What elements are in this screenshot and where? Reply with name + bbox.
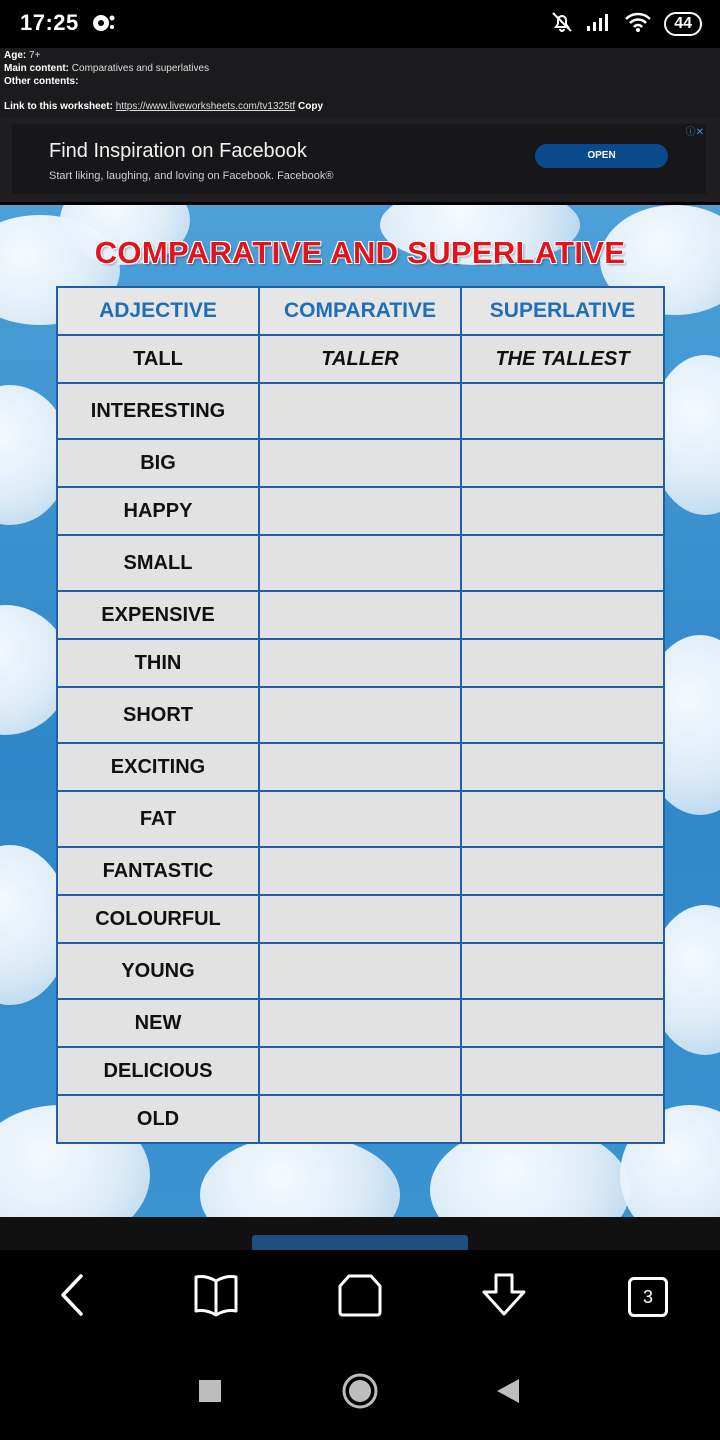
header-adjective: ADJECTIVE [57, 287, 259, 335]
bookmarks-icon [192, 1273, 240, 1322]
comparative-answer-field[interactable] [259, 895, 461, 943]
adjective-cell: COLOURFUL [57, 895, 259, 943]
table-row [57, 999, 664, 1047]
status-icons [550, 10, 702, 38]
back-button[interactable] [44, 1272, 100, 1322]
table-row [57, 1095, 664, 1143]
table-row [57, 743, 664, 791]
ad-card[interactable] [12, 124, 706, 194]
superlative-answer-field[interactable] [461, 943, 664, 999]
comparative-answer-field[interactable] [259, 743, 461, 791]
ad-banner[interactable] [0, 118, 720, 202]
age-label: Age: [4, 50, 27, 61]
comparative-answer-field[interactable] [259, 439, 461, 487]
table-row [57, 487, 664, 535]
superlative-answer-field[interactable] [461, 687, 664, 743]
main-content-line [4, 63, 209, 74]
table-row [57, 847, 664, 895]
download-button[interactable] [476, 1272, 532, 1322]
adjective-cell: INTERESTING [57, 383, 259, 439]
adjective-table [56, 286, 665, 1144]
example-comparative: TALLER [259, 335, 461, 383]
adjective-cell: SMALL [57, 535, 259, 591]
adjective-cell: SHORT [57, 687, 259, 743]
comparative-answer-field[interactable] [259, 591, 461, 639]
table-row [57, 943, 664, 999]
mute-bell-icon [550, 10, 574, 39]
download-icon [480, 1272, 528, 1323]
table-row [57, 791, 664, 847]
comparative-answer-field[interactable] [259, 487, 461, 535]
system-home-button[interactable] [338, 1371, 382, 1415]
comparative-answer-field[interactable] [259, 639, 461, 687]
superlative-answer-field[interactable] [461, 639, 664, 687]
table-header-row [57, 287, 664, 335]
system-nav-bar [0, 1345, 720, 1440]
superlative-answer-field[interactable] [461, 439, 664, 487]
adjective-cell: OLD [57, 1095, 259, 1143]
ad-choices-icon[interactable]: ⓘ✕ [685, 127, 704, 138]
example-superlative: THE TALLEST [461, 335, 664, 383]
adjective-cell: NEW [57, 999, 259, 1047]
battery-indicator: 44 [664, 12, 702, 36]
bottom-action-button[interactable] [252, 1235, 468, 1250]
table-row [57, 639, 664, 687]
superlative-answer-field[interactable] [461, 535, 664, 591]
table-row [57, 687, 664, 743]
adjective-cell: BIG [57, 439, 259, 487]
table-row [57, 535, 664, 591]
adjective-cell: EXPENSIVE [57, 591, 259, 639]
notification-app-icon [90, 12, 116, 39]
home-circle-icon [341, 1372, 379, 1415]
tabs-button[interactable] [620, 1272, 676, 1322]
adjective-cell: EXCITING [57, 743, 259, 791]
status-bar [0, 0, 720, 48]
adjective-cell: DELICIOUS [57, 1047, 259, 1095]
worksheet-info [0, 48, 720, 118]
comparative-answer-field[interactable] [259, 1095, 461, 1143]
link-line [4, 101, 323, 112]
superlative-answer-field[interactable] [461, 999, 664, 1047]
header-comparative: COMPARATIVE [259, 287, 461, 335]
comparative-answer-field[interactable] [259, 847, 461, 895]
wifi-icon [624, 11, 652, 38]
page-bottom-strip [0, 1217, 720, 1250]
comparative-answer-field[interactable] [259, 535, 461, 591]
worksheet-link[interactable]: https://www.liveworksheets.com/tv1325tf [115, 101, 296, 112]
ad-title[interactable]: Find Inspiration on Facebook [49, 140, 307, 162]
worksheet [0, 205, 720, 1217]
adjective-cell: HAPPY [57, 487, 259, 535]
adjective-cell: FAT [57, 791, 259, 847]
superlative-answer-field[interactable] [461, 487, 664, 535]
comparative-answer-field[interactable] [259, 1047, 461, 1095]
recents-icon [198, 1379, 222, 1408]
ad-subtitle: Start liking, laughing, and loving on Facebook. Facebook® [49, 170, 334, 182]
table-row [57, 591, 664, 639]
age-line [4, 50, 40, 61]
signal-icon [586, 11, 612, 38]
comparative-answer-field[interactable] [259, 791, 461, 847]
recents-button[interactable] [188, 1371, 232, 1415]
other-contents-label: Other contents: [4, 76, 79, 87]
ad-open-button[interactable]: OPEN [535, 144, 668, 168]
superlative-answer-field[interactable] [461, 591, 664, 639]
table-row [57, 895, 664, 943]
system-back-button[interactable] [486, 1371, 530, 1415]
table-row [57, 439, 664, 487]
example-row [57, 335, 664, 383]
link-label: Link to this worksheet: [4, 101, 113, 112]
example-adjective: TALL [57, 335, 259, 383]
bookmarks-button[interactable] [188, 1272, 244, 1322]
home-button[interactable] [332, 1272, 388, 1322]
comparative-answer-field[interactable] [259, 943, 461, 999]
other-contents-line [4, 76, 78, 87]
back-triangle-icon [495, 1377, 521, 1410]
superlative-answer-field[interactable] [461, 743, 664, 791]
age-value: 7+ [29, 50, 41, 61]
comparative-answer-field[interactable] [259, 383, 461, 439]
adjective-cell: THIN [57, 639, 259, 687]
browser-nav-bar [0, 1250, 720, 1345]
superlative-answer-field[interactable] [461, 895, 664, 943]
comparative-answer-field[interactable] [259, 687, 461, 743]
adjective-cell: FANTASTIC [57, 847, 259, 895]
header-superlative: SUPERLATIVE [461, 287, 664, 335]
comparative-answer-field[interactable] [259, 999, 461, 1047]
cloud [200, 1135, 400, 1217]
table-row [57, 383, 664, 439]
superlative-answer-field[interactable] [461, 847, 664, 895]
worksheet-title: COMPARATIVE AND SUPERLATIVE [94, 235, 626, 270]
superlative-answer-field[interactable] [461, 383, 664, 439]
adjective-cell: YOUNG [57, 943, 259, 999]
main-content-label: Main content: [4, 63, 69, 74]
back-icon [57, 1272, 87, 1323]
table-row [57, 1047, 664, 1095]
superlative-answer-field[interactable] [461, 1095, 664, 1143]
superlative-answer-field[interactable] [461, 791, 664, 847]
status-time: 17:25 [20, 10, 79, 35]
main-content-value: Comparatives and superlatives [71, 63, 210, 74]
copy-link-button[interactable]: Copy [298, 101, 323, 112]
tabs-icon: 3 [628, 1277, 668, 1317]
home-icon [337, 1272, 383, 1323]
superlative-answer-field[interactable] [461, 1047, 664, 1095]
